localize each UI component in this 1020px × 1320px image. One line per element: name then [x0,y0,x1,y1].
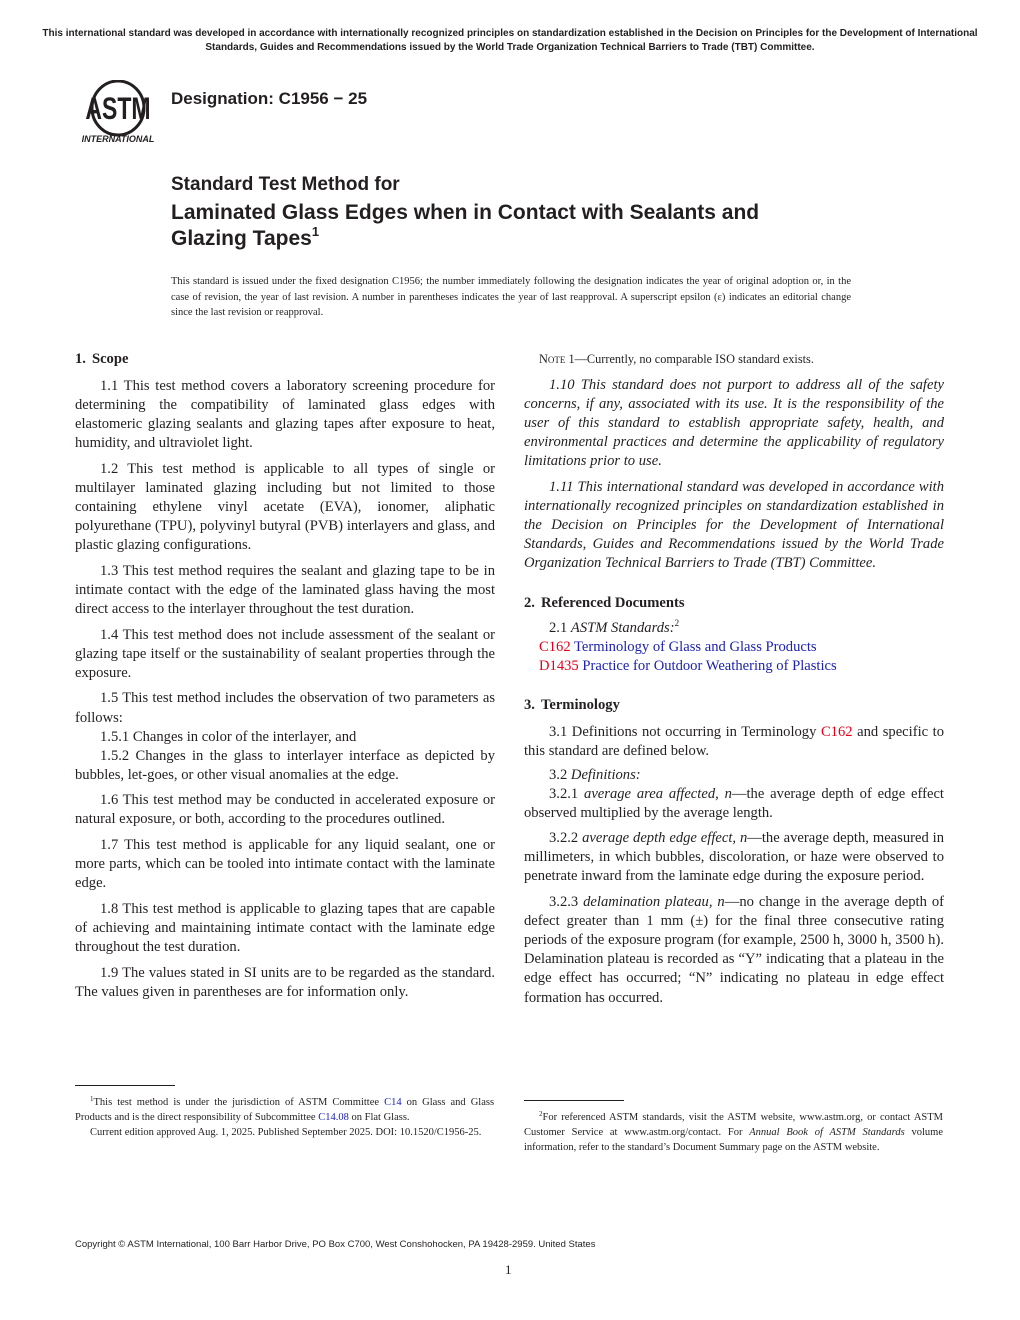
footnote-2-annual-book: Annual Book of ASTM Standards [749,1127,905,1139]
para-1-8: 1.8 This test method is applicable to glazing tapes that are capable of achieving and maintaining intimate contact with the laminate edge throughout the test duration. [75,900,495,956]
footnote-2-mark: 2 [539,1110,543,1118]
reference-c162-title[interactable]: Terminology of Glass and Glass Products [574,639,817,656]
title-line-3-text: Glazing Tapes [171,227,312,250]
page-number: 1 [505,1262,512,1277]
astm-logo-mark [74,80,166,146]
note-1 [524,350,944,369]
footnote-rule-right [524,1100,624,1101]
designation: Designation: C1956 − 25 [171,89,368,108]
para-1-11 [524,478,944,573]
para-3-2-2-term: average depth edge effect, n [582,830,748,847]
footnote-1-part-c: on Flat Glass. [351,1112,410,1124]
logo-letters: ASTM [85,90,151,126]
para-3-2-1-term: average area affected, n [584,785,732,802]
para-3-2 [524,766,944,785]
para-1-9: 1.9 The values stated in SI units are to be regarded as the standard. The values given in parentheses are for information only. [75,964,495,1000]
title-line-2: Laminated Glass Edges when in Contact with Sealants and [171,201,760,224]
astm-logo [74,80,166,146]
footnote-2 [524,1110,943,1156]
para-2-1-footnote-mark: 2 [674,618,680,629]
refdocs-heading-number: 2. [524,595,535,612]
footnote-1-part-b: on Glass and Glass Products and is the direct responsibility of Subcommittee [75,1097,495,1124]
para-1-6: 1.6 This test method may be conducted in accelerated exposure or natural exposure, or both, according to the procedures outlined. [75,792,495,828]
para-1-2: 1.2 This test method is applicable to all types of single or multilayer laminated glazing including but not limited to those containing ethylene vinyl acetate (EVA), ionomer, aliphatic polyurethane (TPU), polyvinyl butyral (PVB) interlayers and glass, and plastic glazing configurations. [75,460,495,554]
international-standard-notice: This international standard was developed in accordance with internationally recognized principles on standardization established in the Decision on Principles for the Development of International Standards, Guides and Recommendations issued by the World Trade Organization Technical Barriers to Trade (TBT) Committee. [42,28,978,53]
reference-d1435[interactable] [524,657,944,676]
terminology-heading [524,696,944,715]
footnote-rule-left [75,1085,175,1086]
scope-heading-text: Scope [91,351,129,367]
para-3-2-label: Definitions: [570,766,641,783]
para-3-1-after: and specific to this standard are defined below. [524,724,944,760]
para-3-2-3-definition: —no change in the average depth of defect greater than 1 mm (±) for the final three consecutive rating periods of the exposure program (for example, 2500 h, 3000 h, 3500 h). Delamination plateau is recorded as “Y” indicating that a plateau in the edge effect has occurred; “N” indicating no plateau in edge effect formation has occurred. [524,894,944,1006]
para-3-2-1-number: 3.2.1 [549,785,579,802]
reference-d1435-code[interactable]: D1435 [539,658,579,675]
footnote-c14-08-link[interactable]: C14.08 [318,1112,349,1124]
scope-heading-number: 1. [75,351,86,367]
para-3-2-3-term: delamination plateau, n [583,894,725,911]
left-column [75,350,495,1008]
para-1-5-1: 1.5.1 Changes in color of the interlayer, and [100,728,357,745]
reference-c162[interactable] [524,638,944,657]
issuance-statement: This standard is issued under the fixed designation C1956; the number immediately following the designation indicates the year of original adoption or, in the case of revision, the year of last revision. A number in parentheses indicates the year of last reapproval. A superscript epsilon (ε) indicates an editorial change since the last revision or reapproval. [171,276,851,318]
para-3-2-2-definition: —the average depth, measured in millimeters, in which bubbles, discoloration, or haze were observed to penetrate inward from the laminate edge during the exposure period. [524,830,945,885]
para-1-3: 1.3 This test method requires the sealant and glazing tape to be in intimate contact with the edge of the laminated glass having the most direct access to the interlayer throughout the test duration. [75,562,495,618]
footnote-1-part-a: This test method is under the jurisdiction of ASTM Committee [93,1097,380,1108]
note-1-label: Note 1 [539,352,575,366]
para-1-5-2: 1.5.2 Changes in the glass to interlayer interface as depicted by bubbles, let-goes, or other visual anomalies at the edge. [75,747,495,783]
reference-d1435-title[interactable]: Practice for Outdoor Weathering of Plastics [582,658,837,675]
terminology-heading-text: Terminology [540,697,620,714]
para-2-1-label: ASTM Standards: [570,620,675,637]
para-3-2-2-number: 3.2.2 [549,830,579,847]
footnote-1 [75,1095,494,1141]
right-column [524,350,944,1014]
footnote-2-text [524,1110,943,1156]
footnote-2-part-b: volume information, refer to the standard’s Document Summary page on the ASTM website. [524,1127,944,1154]
footnote-1-text [75,1095,494,1125]
para-1-7: 1.7 This test method is applicable for any liquid sealant, one or more parts, which can be tooled into intimate contact with the laminate edge. [75,837,495,892]
terminology-heading-number: 3. [524,697,535,714]
para-1-4: 1.4 This test method does not include assessment of the sealant or glazing tape itself or the sustainability of sealant properties through the exposure. [75,626,495,681]
logo-subtitle: INTERNATIONAL [81,134,155,144]
para-3-2-3 [524,893,944,1008]
scope-heading [75,350,495,369]
reference-c162-code[interactable]: C162 [539,639,571,656]
footnote-2-part-a: For referenced ASTM standards, visit the ASTM website, www.astm.org, or contact ASTM Customer Service at www.astm.org/contact. For [524,1112,943,1139]
title-footnote-mark: 1 [311,224,320,239]
para-3-2-2 [524,829,944,886]
copyright-line: Copyright © ASTM International, 100 Barr Harbor Drive, PO Box C700, West Conshohocken, PA 19428-2959. United States [75,1239,596,1250]
para-3-1-c162-link[interactable]: C162 [820,724,853,741]
para-3-1-before: 3.1 Definitions not occurring in Terminology [549,724,817,741]
para-1-11-text: 1.11 This international standard was developed in accordance with internationally recognized principles on standardization established in the Decision on Principles for the Development of International Standards, Guides and Recommendations issued by the World Trade Organization Technical Barriers to Trade (TBT) Committee. [524,479,944,572]
para-1-5: 1.5 This test method includes the observation of two parameters as follows: [75,690,495,726]
referenced-documents-heading [524,594,944,613]
footnote-1-mark: 1 [90,1095,94,1103]
para-2-1-number: 2.1 [549,620,568,637]
para-2-1 [524,619,944,638]
footnote-1-edition: Current edition approved Aug. 1, 2025. Published September 2025. DOI: 10.1520/C1956-25. [90,1127,482,1139]
para-3-1 [524,723,944,761]
note-1-text: —Currently, no comparable ISO standard exists. [574,352,814,366]
para-3-2-1-definition: —the average depth of edge effect observed multiplied by the average length. [524,785,944,821]
footnote-c14-link[interactable]: C14 [384,1097,402,1108]
para-3-2-1 [524,785,944,823]
para-1-10 [524,376,944,471]
para-1-10-text: 1.10 This standard does not purport to address all of the safety concerns, if any, associated with its use. It is the responsibility of the user of this standard to establish appropriate safety, health, and environmental practices and determine the applicability of regulatory limitations prior to use. [524,377,944,470]
refdocs-heading-text: Referenced Documents [540,595,685,612]
title-line-1: Standard Test Method for [171,174,400,195]
para-1-1: 1.1 This test method covers a laboratory screening procedure for determining the compatibility of laminated glass edges with elastomeric glazing sealants and glazing tapes after exposure to heat, humidity, and ultraviolet light. [75,378,495,452]
title-line-3 [171,226,319,252]
para-3-2-3-number: 3.2.3 [549,894,579,911]
para-3-2-number: 3.2 [549,766,568,783]
